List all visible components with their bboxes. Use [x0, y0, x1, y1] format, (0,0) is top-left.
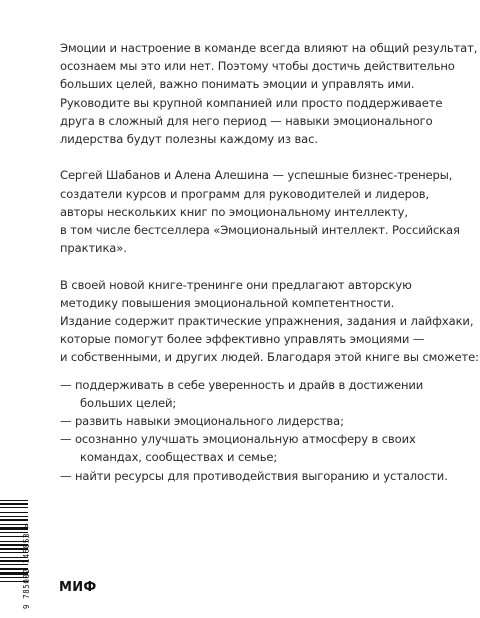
- list-item: [60, 412, 462, 430]
- isbn-digits: [22, 523, 31, 609]
- text-line: методику повышения эмоциональной компетентности.: [60, 295, 395, 310]
- text-line: Издание содержит практические упражнения, задания и лайфхаки,: [60, 314, 474, 329]
- isbn-number: 9 785002 146853: [22, 533, 31, 609]
- book-paragraph: [60, 276, 479, 367]
- text-line: Сергей Шабанов и Алена Алешина — успешные бизнес-тренеры,: [60, 168, 453, 183]
- text-line: друга в сложный для него период — навыки эмоционального: [60, 113, 433, 128]
- text-line: и собственными, и других людей. Благодаря этой книге вы сможете:: [60, 350, 479, 365]
- list-item-line: — найти ресурсы для противодействия выгоранию и усталости.: [60, 468, 448, 483]
- text-line: создатели курсов и программ для руководителей и лидеров,: [60, 186, 430, 201]
- list-item: [60, 467, 462, 485]
- text-line: практика».: [60, 241, 127, 256]
- text-line: больших целей, важно понимать эмоции и управлять ими.: [60, 77, 415, 92]
- text-line: В своей новой книге-тренинге они предлагают авторскую: [60, 277, 412, 292]
- list-item-line: — развить навыки эмоционального лидерства;: [60, 414, 344, 429]
- list-item-line: командах, сообществах и семье;: [80, 450, 278, 465]
- text-line: Эмоции и настроение в команде всегда влияют на общий результат,: [60, 41, 478, 55]
- list-item-line: больших целей;: [80, 395, 177, 410]
- text-line: осознаем мы это или нет. Поэтому чтобы достичь действительно: [60, 59, 455, 74]
- text-line: которые помогут более эффективно управлять эмоциями —: [60, 332, 425, 347]
- list-item-line: — осознанно улучшать эмоциональную атмосферу в своих: [60, 432, 416, 447]
- text-line: лидерства будут полезны каждому из вас.: [60, 132, 318, 147]
- list-item: [60, 430, 462, 466]
- back-cover-text: [60, 39, 479, 485]
- isbn-end-mark: >: [22, 522, 31, 528]
- text-line: Руководите вы крупной компанией или просто поддерживаете: [60, 95, 443, 110]
- authors-paragraph: [60, 166, 462, 257]
- publisher-logo: МИФ: [59, 580, 97, 595]
- text-line: в том числе бестселлера «Эмоциональный интеллект. Российская: [60, 223, 460, 238]
- intro-paragraph: [60, 39, 478, 148]
- list-item-line: — поддерживать в себе уверенность и драйв в достижении: [60, 377, 424, 392]
- list-item: [60, 376, 462, 412]
- benefits-list: [60, 376, 462, 485]
- text-line: авторы нескольких книг по эмоциональному интеллекту,: [60, 204, 408, 219]
